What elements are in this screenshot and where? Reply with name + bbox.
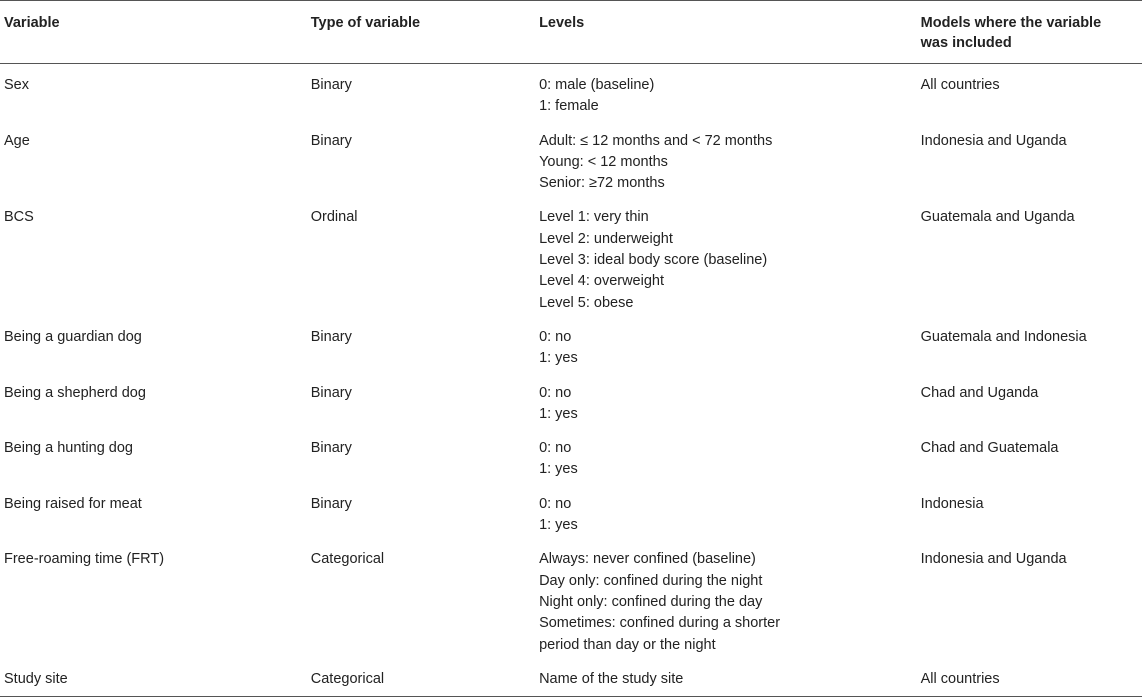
table-row (0, 542, 1142, 661)
level-item: 0: no (539, 384, 572, 401)
header-models (917, 1, 1142, 64)
levels-cell (535, 431, 917, 487)
levels-cell (535, 320, 917, 376)
models-cell: Chad and Uganda (920, 384, 1039, 401)
type-cell: Binary (310, 384, 352, 401)
models-cell: Chad and Guatemala (920, 440, 1059, 457)
variable-cell: BCS (4, 209, 34, 226)
variable-cell: Being a guardian dog (4, 328, 142, 345)
header-models-line: Models where the variable (920, 15, 1102, 31)
level-item: Level 2: underweight (539, 230, 673, 247)
level-item: Adult: ≤ 12 months and < 72 months (539, 132, 773, 149)
variable-cell: Free-roaming time (FRT) (4, 551, 165, 568)
level-item: 0: no (539, 495, 572, 512)
table-row (0, 64, 1142, 124)
type-cell: Binary (310, 495, 352, 512)
models-cell: All countries (920, 670, 1000, 687)
header-levels: Levels (539, 15, 585, 31)
models-cell: Guatemala and Indonesia (920, 328, 1087, 345)
table-header (0, 1, 1142, 64)
level-item: 1: female (539, 98, 599, 115)
type-cell: Categorical (310, 551, 385, 568)
table-row (0, 431, 1142, 487)
level-item: Level 4: overweight (539, 273, 664, 290)
level-item: Sometimes: confined during a shorter (539, 615, 781, 632)
table-row (0, 200, 1142, 319)
level-item: 1: yes (539, 350, 578, 367)
level-item: 1: yes (539, 461, 578, 478)
level-item: period than day or the night (539, 636, 716, 653)
levels-cell (535, 64, 917, 124)
level-item: Young: < 12 months (539, 153, 668, 170)
level-item: 0: no (539, 440, 572, 457)
header-type: Type of variable (310, 15, 421, 31)
type-cell: Binary (310, 440, 352, 457)
level-item: Senior: ≥72 months (539, 175, 665, 192)
level-item: Name of the study site (539, 670, 684, 687)
models-cell: Indonesia and Uganda (920, 551, 1067, 568)
level-item: 0: male (baseline) (539, 77, 655, 93)
levels-cell (535, 200, 917, 319)
table-row (0, 320, 1142, 376)
variable-cell: Being a hunting dog (4, 440, 133, 457)
level-item: Night only: confined during the day (539, 593, 763, 610)
table-row (0, 487, 1142, 543)
levels-cell (535, 376, 917, 432)
level-item: 0: no (539, 328, 572, 345)
level-item: Level 5: obese (539, 294, 634, 311)
type-cell: Categorical (310, 670, 385, 687)
level-item: Day only: confined during the night (539, 572, 763, 589)
levels-cell (535, 487, 917, 543)
levels-cell (535, 124, 917, 201)
levels-cell (535, 542, 917, 661)
type-cell: Binary (310, 328, 352, 345)
type-cell: Binary (310, 132, 352, 149)
models-cell: All countries (920, 77, 1000, 93)
models-cell: Indonesia (920, 495, 984, 512)
table-row (0, 662, 1142, 697)
variable-cell: Sex (4, 77, 29, 93)
header-models-line: was included (920, 35, 1012, 51)
models-cell: Indonesia and Uganda (920, 132, 1067, 149)
table-row (0, 124, 1142, 201)
header-row (0, 1, 1142, 64)
level-item: 1: yes (539, 517, 578, 534)
header-variable: Variable (4, 15, 60, 31)
models-cell: Guatemala and Uganda (920, 209, 1075, 226)
level-item: Always: never confined (baseline) (539, 551, 756, 568)
type-cell: Binary (310, 77, 352, 93)
table-body (0, 64, 1142, 697)
type-cell: Ordinal (310, 209, 358, 226)
variable-cell: Being a shepherd dog (4, 384, 146, 401)
levels-cell (535, 662, 917, 697)
level-item: 1: yes (539, 405, 578, 422)
variable-cell: Being raised for meat (4, 495, 142, 512)
variable-cell: Study site (4, 670, 68, 687)
table-row (0, 376, 1142, 432)
variable-cell: Age (4, 132, 30, 149)
level-item: Level 1: very thin (539, 209, 649, 226)
level-item: Level 3: ideal body score (baseline) (539, 252, 768, 269)
